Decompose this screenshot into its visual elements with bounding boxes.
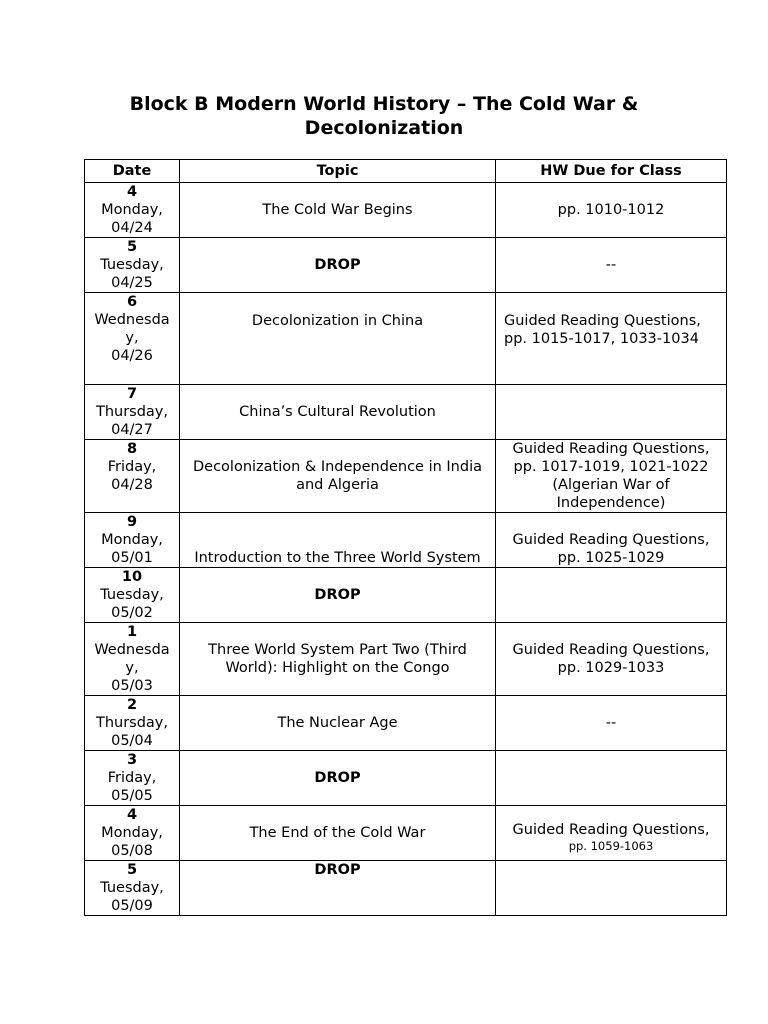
hw-cell [496,293,727,385]
date-header: Date [85,160,180,183]
date: 05/05 [111,788,153,804]
hw-cell [496,513,727,568]
hw-line: pp. 1025-1029 [557,550,665,566]
date: 05/03 [111,678,153,694]
table-row [85,568,727,623]
hw-cell [496,861,727,916]
topic-cell [180,623,496,696]
class-number: 5 [126,862,138,878]
table-row [85,293,727,385]
table-row [85,861,727,916]
table-row [85,751,727,806]
date: 05/01 [111,550,153,566]
hw-line: Independence) [556,495,666,511]
weekday: Tuesday, [100,257,164,273]
date-cell [85,861,180,916]
topic-line: World): Highlight on the Congo [225,660,450,676]
class-number: 6 [126,294,138,310]
table-row [85,513,727,568]
table-row [85,440,727,513]
date: 04/24 [111,220,153,236]
weekday: Monday, [101,532,163,548]
class-number: 2 [126,697,138,713]
weekday: Wednesda [94,312,170,328]
class-number: 8 [126,441,138,457]
topic-cell: DROP [180,751,496,806]
date-cell [85,568,180,623]
table-row [85,806,727,861]
topic-cell: DROP [180,568,496,623]
topic-cell: DROP [180,238,496,293]
date: 04/27 [111,422,153,438]
topic-line: and Algeria [296,477,379,493]
weekday: Friday, [107,770,157,786]
topic-cell: Introduction to the Three World System [180,513,496,568]
weekday: Wednesda [94,642,170,658]
weekday-wrap: y, [125,330,139,346]
hw-line: (Algerian War of [552,477,670,493]
table-row [85,696,727,751]
table-row [85,385,727,440]
hw-cell [496,568,727,623]
class-number: 4 [126,184,138,200]
class-number: 9 [126,514,138,530]
topic-cell [180,440,496,513]
weekday: Thursday, [95,715,169,731]
table-row [85,183,727,238]
hw-line: Guided Reading Questions, [504,313,701,329]
table-row [85,238,727,293]
weekday-wrap: y, [125,660,139,676]
hw-cell [496,623,727,696]
page-title [84,92,684,140]
class-number: 4 [126,807,138,823]
date-cell [85,751,180,806]
topic-cell: Decolonization in China [180,293,496,385]
hw-line: pp. 1059-1063 [568,838,654,853]
topic-cell: The End of the Cold War [180,806,496,861]
hw-cell [496,751,727,806]
date-cell [85,696,180,751]
weekday: Monday, [101,825,163,841]
weekday: Tuesday, [100,880,164,896]
topic-cell: DROP [180,861,496,916]
topic-cell: The Cold War Begins [180,183,496,238]
date: 05/09 [111,898,153,914]
hw-line: pp. 1017-1019, 1021-1022 [513,459,709,475]
date: 04/26 [111,348,153,364]
weekday: Thursday, [95,404,169,420]
hw-line: Guided Reading Questions, [512,821,710,838]
weekday: Tuesday, [100,587,164,603]
date: 05/02 [111,605,153,621]
class-number: 5 [126,239,138,255]
class-number: 1 [126,624,138,640]
hw-line: Guided Reading Questions, [512,532,710,548]
hw-line: Guided Reading Questions, [512,642,710,658]
hw-cell [496,385,727,440]
table-row [85,623,727,696]
hw-cell [496,440,727,513]
schedule-table [84,159,727,916]
hw-cell: -- [496,238,727,293]
hw-line: pp. 1029-1033 [557,660,665,676]
topic-cell: The Nuclear Age [180,696,496,751]
hw-cell [496,806,727,861]
hw-line: Guided Reading Questions, [512,441,710,457]
class-number: 10 [121,569,143,585]
topic-cell: China’s Cultural Revolution [180,385,496,440]
date: 04/25 [111,275,153,291]
class-number: 7 [126,386,138,402]
date-cell [85,440,180,513]
hw-cell: pp. 1010-1012 [496,183,727,238]
hw-line: pp. 1015-1017, 1033-1034 [504,331,699,347]
date: 04/28 [111,477,153,493]
hw-header: HW Due for Class [496,160,727,183]
title-line-1: Block B Modern World History – The Cold War & [129,93,639,115]
date-cell [85,513,180,568]
title-line-2: Decolonization [304,117,464,139]
topic-line: Decolonization & Independence in India [193,459,482,475]
topic-line: Three World System Part Two (Third [208,642,467,658]
date-cell [85,806,180,861]
date-cell [85,385,180,440]
class-number: 3 [126,752,138,768]
hw-cell: -- [496,696,727,751]
date-cell [85,183,180,238]
date-cell [85,238,180,293]
weekday: Monday, [101,202,163,218]
date: 05/08 [111,843,153,859]
date: 05/04 [111,733,153,749]
date-cell [85,293,180,385]
topic-header: Topic [180,160,496,183]
date-cell [85,623,180,696]
weekday: Friday, [107,459,157,475]
header-row [85,160,727,183]
